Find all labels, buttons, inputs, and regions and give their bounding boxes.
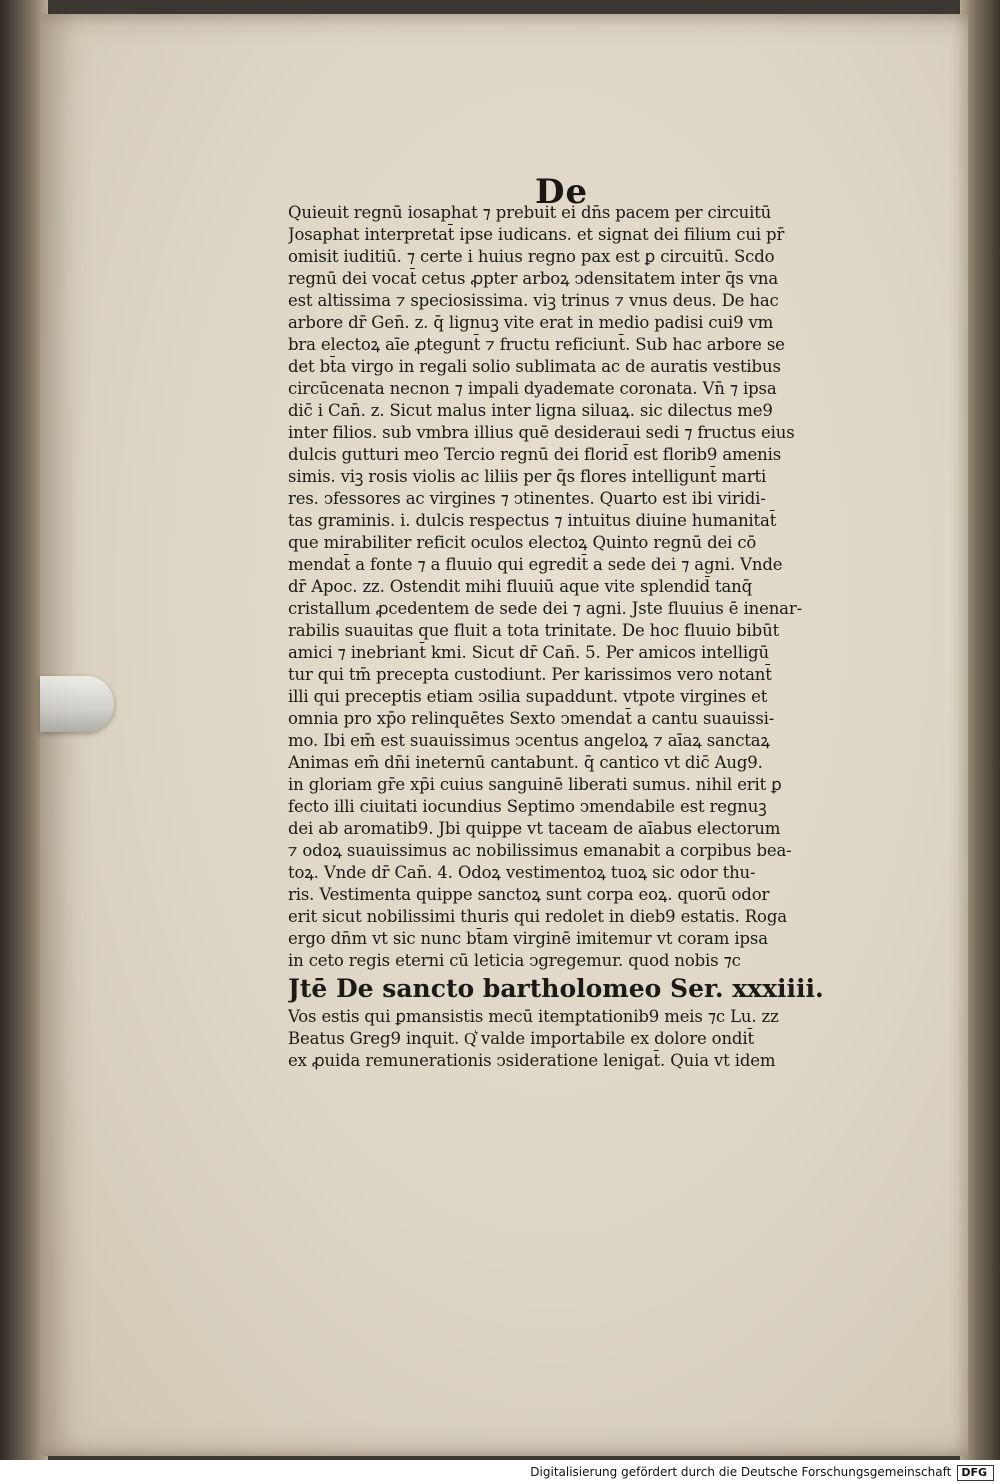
text-line: in ceto regis eterni cū leticia ↄgregemur. quod nobis ⁊c xyxy=(288,951,741,970)
text-line: rabilis suauitas que fluit a tota trinitate. De hoc fluuio bibūt xyxy=(288,621,780,640)
text-line: dr̄ Apoc. zz. Ostendit mihi fluuiū aque vite splendid̄ tanq̄ xyxy=(288,577,753,596)
sermon-heading: Jtē De sancto bartholomeo Ser. xxxiiii. xyxy=(288,974,824,1003)
text-line: fecto illi ciuitati iocundius Septimo ↄmendabile est regnuꝫ xyxy=(288,797,767,816)
text-line: Beatus Greg9 inquit. Q͛ valde importabile ex dolore ondit̄ xyxy=(288,1029,754,1048)
text-line: in gloriam gr̄e xp̄i cuius sanguinē liberati sumus. nihil erit ꝑ xyxy=(288,775,782,794)
text-line: dei ab aromatib9. Jbi quippe vt taceam de aīabus electorum xyxy=(288,819,781,838)
footer-text: Digitalisierung gefördert durch die Deutsche Forschungsgemeinschaft xyxy=(530,1465,952,1479)
text-line: ergo dn̄m vt sic nunc bt̄am virginē imitemur vt coram ipsa xyxy=(288,929,768,948)
text-line: bra electoꝝ aīe ꝓtegunt̄ ⁊ fructu reficiunt̄. Sub hac arbore se xyxy=(288,335,785,354)
running-head: De xyxy=(535,172,589,212)
text-line: que mirabiliter reficit oculos electoꝝ Quinto regnū dei cō xyxy=(288,533,757,552)
text-line: Josaphat interpretat̄ ipse iudicans. et signat dei filium cui pr̄ xyxy=(288,225,785,244)
text-line: ex ꝓuida remunerationis ↄsideratione lenigat̄. Quia vt idem xyxy=(288,1051,776,1070)
text-line: amici ⁊ inebriant̄ kmi. Sicut dr̄ Can̄. 5. Per amicos intelligū xyxy=(288,643,769,662)
text-line: Animas em̄ dn̄i ineternū cantabunt. q̄ cantico vt dic̄ Aug9. xyxy=(288,753,763,772)
text-line: omisit iuditiū. ⁊ certe i huius regno pax est ꝑ circuitū. Scdo xyxy=(288,247,775,266)
text-line: mo. Ibi em̄ est suauissimus ↄcentus angeloꝝ ⁊ aīaꝝ sanctaꝝ xyxy=(288,731,770,750)
text-line: illi qui preceptis etiam ↄsilia supaddunt. vtpote virgines et xyxy=(288,687,768,706)
text-block xyxy=(288,202,848,1072)
footer-bar xyxy=(0,1460,1000,1484)
text-line: ris. Vestimenta quippe sanctoꝝ sunt corpa eoꝝ. quorū odor xyxy=(288,885,770,904)
text-line: omnia pro xp̄o relinquētes Sexto ↄmendat̄ a cantu suauissi- xyxy=(288,709,775,728)
text-line: dulcis gutturi meo Tercio regnū dei florid̄ est florib9 amenis xyxy=(288,445,782,464)
text-line: Quieuit regnū iosaphat ⁊ prebuit ei dn̄s pacem per circuitū xyxy=(288,203,772,222)
text-line: regnū dei vocat̄ cetus ꝓpter arboꝝ ↄdensitatem inter q̄s vna xyxy=(288,269,779,288)
text-line: ⁊ odoꝝ suauissimus ac nobilissimus emanabit a corpibus bea- xyxy=(288,841,792,860)
text-line: simis. viꝫ rosis violis ac liliis per q̄s flores intelligunt̄ marti xyxy=(288,467,767,486)
text-line: circūcenata necnon ⁊ impali dyademate coronata. Vn̄ ⁊ ipsa xyxy=(288,379,777,398)
text-line: est altissima ⁊ speciosissima. viꝫ trinus ⁊ vnus deus. De hac xyxy=(288,291,779,310)
text-line: inter filios. sub vmbra illius quē desideraui sedi ⁊ fructus eius xyxy=(288,423,795,442)
text-line: mendat̄ a fonte ⁊ a fluuio qui egredit̄ a sede dei ⁊ agni. Vnde xyxy=(288,555,783,574)
text-line: tas graminis. i. dulcis respectus ⁊ intuitus diuine humanitat̄ xyxy=(288,511,777,530)
text-line: Vos estis qui ꝑmansistis mecū itemptationib9 meis ⁊c Lu. zz xyxy=(288,1007,779,1026)
text-line: erit sicut nobilissimi thuris qui redolet in dieb9 estatis. Roga xyxy=(288,907,787,926)
text-line: dic̄ i Can̄. z. Sicut malus inter ligna siluaꝝ. sic dilectus me9 xyxy=(288,401,773,420)
text-line: toꝝ. Vnde dr̄ Can̄. 4. Odoꝝ vestimentoꝝ tuoꝝ sic odor thu- xyxy=(288,863,756,882)
text-line: res. ↄfessores ac virgines ⁊ ↄtinentes. Quarto est ibi viridi- xyxy=(288,489,766,508)
text-line: det bt̄a virgo in regali solio sublimata ac de auratis vestibus xyxy=(288,357,781,376)
text-line: cristallum ꝓcedentem de sede dei ⁊ agni. Jste fluuius ē inenar- xyxy=(288,599,803,618)
text-line: tur qui tm̄ precepta custodiunt. Per karissimos vero notant̄ xyxy=(288,665,772,684)
page-clip xyxy=(40,676,114,732)
dfg-logo: DFG xyxy=(957,1465,994,1481)
text-line: arbore dr̄ Gen̄. z. q̄ lignuꝫ vite erat in medio padisi cui9 vm xyxy=(288,313,774,332)
